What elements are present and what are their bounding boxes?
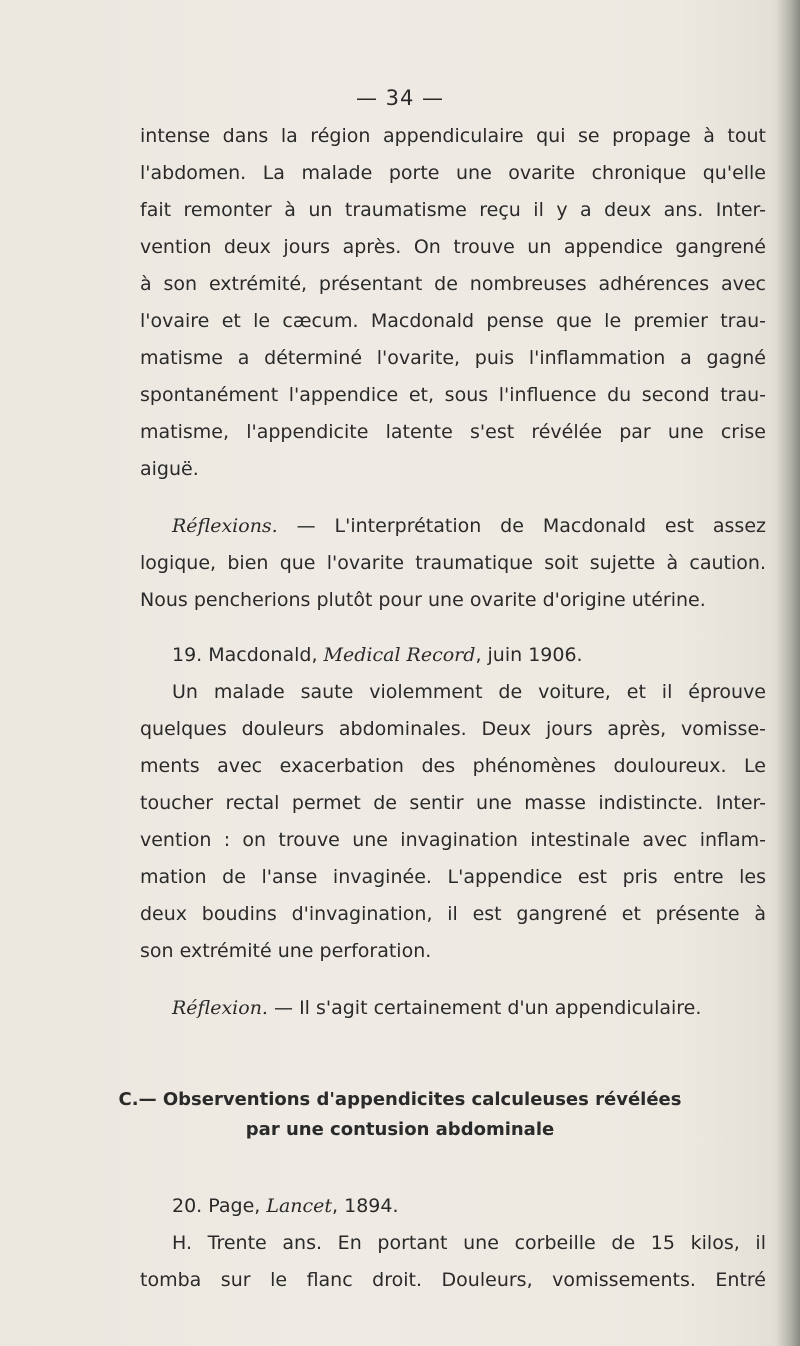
case-reference: [172, 1194, 399, 1218]
paragraph-line: son extrémité une perforation.: [140, 940, 432, 962]
paragraph-line: vention : on trouve une invagination intestinale avec inflam-: [140, 829, 766, 851]
reflexion-label: Réflexions.: [172, 515, 278, 537]
paragraph-line: matisme, l'appendicite latente s'est révélée par une crise: [140, 421, 766, 443]
journal-title: Lancet: [266, 1195, 333, 1217]
paragraph-line: spontanément l'appendice et, sous l'influence du second trau-: [140, 384, 766, 406]
paragraph-line: intense dans la région appendiculaire qui se propage à tout: [140, 125, 766, 147]
case-ref-prefix: 20. Page,: [172, 1195, 267, 1217]
paragraph-line: l'ovaire et le cæcum. Macdonald pense que le premier trau-: [140, 310, 766, 332]
paragraph-line: quelques douleurs abdominales. Deux jours après, vomisse-: [140, 718, 766, 740]
case-reference: [172, 643, 583, 667]
paragraph-line: ments avec exacerbation des phénomènes douloureux. Le: [140, 755, 766, 777]
reflexion-paragraph-first-line: [172, 514, 766, 538]
case-ref-suffix: , juin 1906.: [475, 644, 583, 666]
reflexion-paragraph: [172, 996, 701, 1020]
reflexion-label: Réflexion.: [172, 997, 268, 1019]
paragraph-line: l'abdomen. La malade porte une ovarite chronique qu'elle: [140, 162, 766, 184]
paragraph-line: matisme a déterminé l'ovarite, puis l'inflammation a gagné: [140, 347, 766, 369]
page-edge-shadow: [776, 0, 800, 1346]
paragraph-line: H. Trente ans. En portant une corbeille de 15 kilos, il: [172, 1232, 766, 1254]
journal-title: Medical Record: [323, 644, 476, 666]
section-subheading: par une contusion abdominale: [245, 1119, 555, 1140]
paragraph-line: fait remonter à un traumatisme reçu il y a deux ans. Inter-: [140, 199, 766, 221]
case-ref-prefix: 19. Macdonald,: [172, 644, 324, 666]
paragraph-line: mation de l'anse invaginée. L'appendice est pris entre les: [140, 866, 766, 888]
paragraph-line: vention deux jours après. On trouve un appendice gangrené: [140, 236, 766, 258]
paragraph-line: Nous pencherions plutôt pour une ovarite d'origine utérine.: [140, 589, 706, 611]
paragraph-line: logique, bien que l'ovarite traumatique soit sujette à caution.: [140, 552, 766, 574]
paragraph-line: tomba sur le flanc droit. Douleurs, vomissements. Entré: [140, 1269, 766, 1291]
section-heading: C.— Observentions d'appendicites calculeuses révélées: [118, 1089, 682, 1110]
reflexion-text: — L'interprétation de Macdonald est assez: [277, 515, 766, 537]
paragraph-line: toucher rectal permet de sentir une masse indistincte. Inter-: [140, 792, 766, 814]
paragraph-line: deux boudins d'invagination, il est gangrené et présente à: [140, 903, 766, 925]
paragraph-line: aiguë.: [140, 458, 199, 480]
page-number: — 34 —: [355, 86, 445, 110]
paragraph-line: à son extrémité, présentant de nombreuses adhérences avec: [140, 273, 766, 295]
case-ref-suffix: , 1894.: [332, 1195, 399, 1217]
paragraph-line: Un malade saute violemment de voiture, et il éprouve: [172, 681, 766, 703]
reflexion-text: — Il s'agit certainement d'un appendiculaire.: [267, 997, 702, 1019]
